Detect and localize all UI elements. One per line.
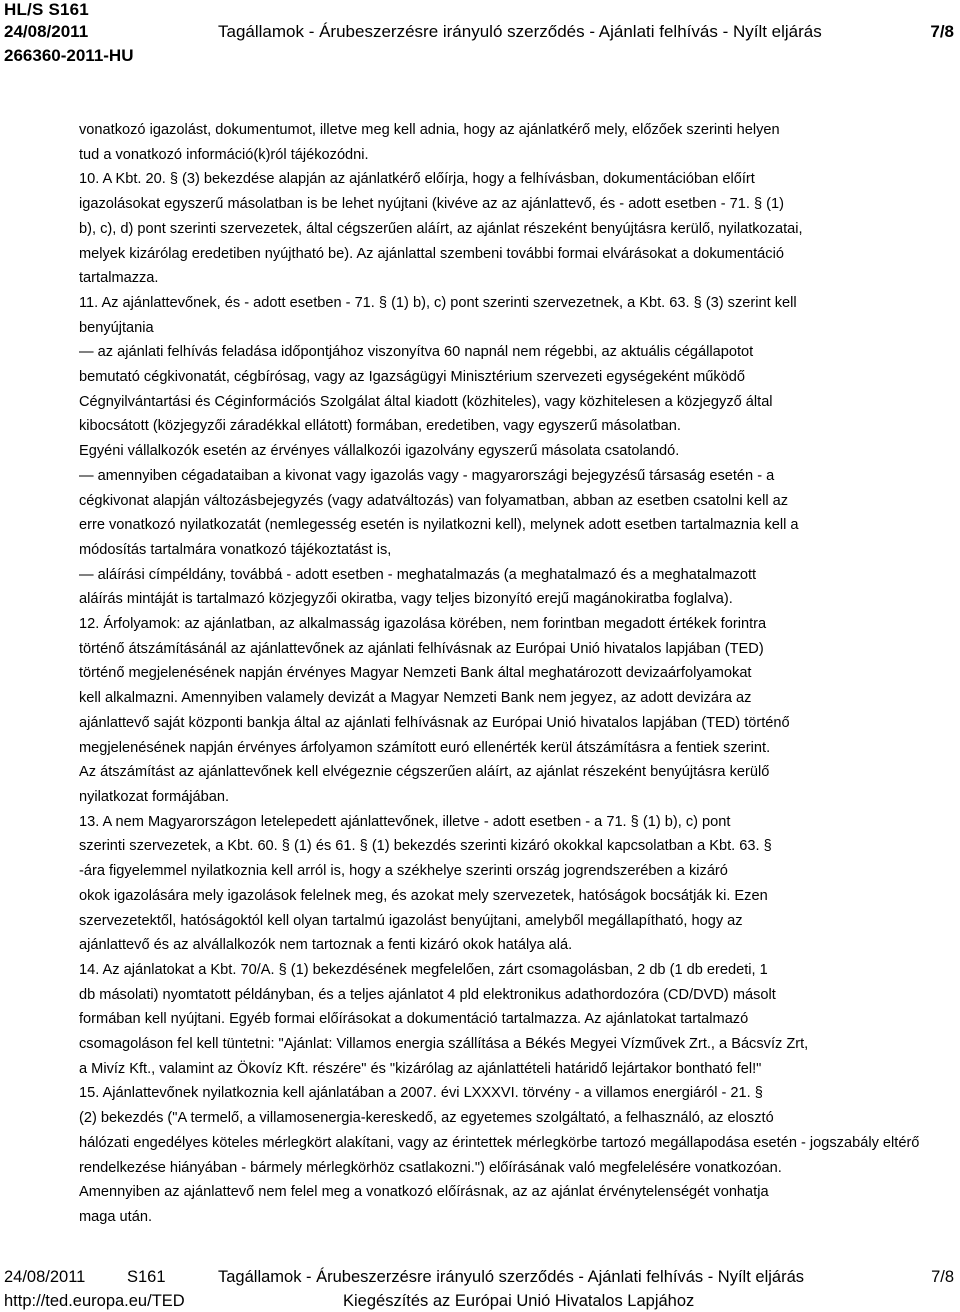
body-line: Amennyiben az ajánlattevő nem felel meg a vonatkozó előírásnak, az az ajánlat érvénytelenségét vonhatja <box>79 1184 769 1201</box>
body-line: csomagoláson fel kell tüntetni: "Ajánlat: Villamos energia szállítása a Békés Megyei Vízművek Zrt., a Bácsvíz Zrt, <box>79 1036 809 1053</box>
body-line: Az átszámítást az ajánlattevőnek kell elvégeznie cégszerűen aláírt, az ajánlat részeként benyújtásra kerülő <box>79 764 770 781</box>
body-line: szervezetektől, hatóságoktól kell olyan tartalmú igazolást benyújtani, amelyből megállapítható, hogy az <box>79 912 743 929</box>
body-line: 13. A nem Magyarországon letelepedett ajánlattevőnek, illetve - adott esetben - a 71. § (1) b), c) pont <box>79 813 731 830</box>
body-line: történő átszámításánál az ajánlattevőnek az ajánlati felhívásnak az Európai Unió hivatalos lapjában (TED) <box>79 640 764 657</box>
page-header <box>0 0 960 78</box>
body-line: a Mivíz Kft., valamint az Ökovíz Kft. részére" és "kizárólag az ajánlattételi határidő lejártakor bontható fel!" <box>79 1060 762 1077</box>
page-footer <box>0 1262 960 1311</box>
document-title: Tagállamok - Árubeszerzésre irányuló szerződés - Ajánlati felhívás - Nyílt eljárás <box>218 22 822 41</box>
body-line: rendelkezése hiányában - bármely mérlegkörhöz csatlakozni.") előírásának való megfelelésére vonatkozóan. <box>79 1159 782 1176</box>
notice-number: 266360-2011-HU <box>4 46 134 65</box>
footer-date: 24/08/2011 <box>4 1268 86 1286</box>
ted-link[interactable]: http://ted.europa.eu/TED <box>4 1292 185 1310</box>
body-line: maga után. <box>79 1208 153 1225</box>
footer-supplement: Kiegészítés az Európai Unió Hivatalos Lapjához <box>343 1292 695 1310</box>
body-line: módosítás tartalmára vonatkozó tájékoztatást is, <box>79 541 392 558</box>
body-line: bemutató cégkivonatát, cégbírósag, vagy az Igazságügyi Minisztérium szervezeti egységeként működő <box>79 369 745 386</box>
body-line: tud a vonatkozó információ(k)ról tájékozódni. <box>79 146 369 163</box>
footer-title: Tagállamok - Árubeszerzésre irányuló szerződés - Ajánlati felhívás - Nyílt eljárás <box>218 1268 804 1286</box>
body-line: igazolásokat egyszerű másolatban is be lehet nyújtani (kivéve az az ajánlattevő, és - adott esetben - 71. § (1) <box>79 196 784 213</box>
body-line: 11. Az ajánlattevőnek, és - adott esetben - 71. § (1) b), c) pont szerinti szervezetnek, a Kbt. 63. § (3) szerint kell <box>79 294 797 311</box>
body-line: történő megjelenésének napján érvényes Magyar Nemzeti Bank által meghatározott devizaárfolyamokat <box>79 665 752 682</box>
body-line: ajánlattevő és az alvállalkozók nem tartoznak a fenti kizáró okok hatálya alá. <box>79 937 573 954</box>
body-line: — az ajánlati felhívás feladása időpontjához viszonyítva 60 napnál nem régebbi, az aktuális cégállapotot <box>79 344 754 361</box>
body-line: formában kell nyújtani. Egyéb formai előírásokat a dokumentáció tartalmazza. Az ajánlatokat tartalmazó <box>79 1011 749 1028</box>
document-body <box>79 118 955 1230</box>
body-line: kibocsátott (közjegyzői záradékkal ellátott) formában, eredetiben, vagy egyszerű másolatban. <box>79 418 681 435</box>
body-line: ajánlattevő saját központi bankja által az ajánlati felhívásnak az Európai Unió hivatalos lapjában (TED) történő <box>79 714 790 731</box>
page-number: 7/8 <box>930 22 954 41</box>
body-line: vonatkozó igazolást, dokumentumot, illetve meg kell adnia, hogy az ajánlatkérő mely, előzőek szerinti helyen <box>79 122 780 138</box>
body-line: 14. Az ajánlatokat a Kbt. 70/A. § (1) bekezdésének megfelelően, zárt csomagolásban, 2 db (1 db eredeti, 1 <box>79 961 768 978</box>
body-line: megjelenésének napján érvényes árfolyamon számított euró ellenérték kerül átszámításra a fentiek szerint. <box>79 739 771 756</box>
body-line: db másolati) nyomtatott példányban, és a teljes ajánlatot 4 pld elektronikus adathordozóra (CD/DVD) másolt <box>79 986 776 1003</box>
body-line: — amennyiben cégadataiban a kivonat vagy igazolás vagy - magyarországi bejegyzésű társaság esetén - a <box>79 467 775 484</box>
body-line: erre vonatkozó nyilatkozatát (nemlegesség esetén is nyilatkozni kell), melynek adott esetben tartalmaznia kell a <box>79 517 799 534</box>
body-line: aláírás mintáját is tartalmazó közjegyzői okiratba, vagy teljes bizonyító erejű magánokiratba foglalva). <box>79 591 733 608</box>
body-line: 12. Árfolyamok: az ajánlatban, az alkalmasság igazolása körében, nem forintban megadott értékek forintra <box>79 616 767 633</box>
body-line: cégkivonat alapján változásbejegyzés (vagy adatváltozás) van folyamatban, abban az esetben csatolni kell az <box>79 492 789 509</box>
body-line: — aláírási címpéldány, továbbá - adott esetben - meghatalmazás (a meghatalmazó és a meghatalmazott <box>79 566 757 583</box>
footer-series: S161 <box>127 1268 166 1286</box>
body-line: Egyéni vállalkozók esetén az érvényes vállalkozói igazolvány egyszerű másolata csatolandó. <box>79 443 680 460</box>
body-line: 15. Ajánlattevőnek nyilatkoznia kell ajánlatában a 2007. évi LXXXVI. törvény - a villamos energiáról - 21. § <box>79 1085 763 1102</box>
body-line: -ára figyelemmel nyilatkoznia kell arról is, hogy a székhelye szerinti ország jogrendszerében a kizáró <box>79 863 728 880</box>
body-line: melyek kizárólag eredetiben nyújtható be). Az ajánlattal szembeni további formai elvárásokat a dokumentáció <box>79 245 784 262</box>
body-line: nyilatkozat formájában. <box>79 788 230 805</box>
body-line: 10. A Kbt. 20. § (3) bekezdése alapján az ajánlatkérő előírja, hogy a felhívásban, dokumentációban előírt <box>79 171 755 188</box>
body-line: szerinti szervezetek, a Kbt. 60. § (1) és 61. § (1) bekezdés szerinti kizáró okokkal kapcsolatban a Kbt. 63. § <box>79 838 772 855</box>
body-line: Cégnyilvántartási és Céginformációs Szolgálat által kiadott (közhiteles), vagy közhitelesen a közjegyző által <box>79 393 773 410</box>
publication-date: 24/08/2011 <box>4 22 89 41</box>
body-line: kell alkalmazni. Amennyiben valamely devizát a Magyar Nemzeti Bank nem jegyez, az adott devizára az <box>79 690 752 707</box>
body-line: (2) bekezdés ("A termelő, a villamosenergia-kereskedő, az egyetemes szolgáltató, a felhasználó, az elosztó <box>79 1110 774 1127</box>
body-line: tartalmazza. <box>79 270 159 287</box>
body-line: b), c), d) pont szerinti szervezetek, által cégszerűen aláírt, az ajánlat részeként benyújtásra kerülő, nyilatkozatai, <box>79 220 803 237</box>
ojs-reference: HL/S S161 <box>4 0 89 19</box>
footer-page-number: 7/8 <box>931 1268 954 1286</box>
body-line: okok igazolására mely igazolások felelnek meg, és azokat mely szervezetek, hatóságok bocsátják ki. Ezen <box>79 887 768 904</box>
body-line: benyújtania <box>79 319 154 336</box>
body-line: hálózati engedélyes köteles mérlegkört alakítani, vagy az érintettek mérlegkörbe tartozó megállapodása esetén - jogszabály eltérő <box>79 1134 920 1151</box>
